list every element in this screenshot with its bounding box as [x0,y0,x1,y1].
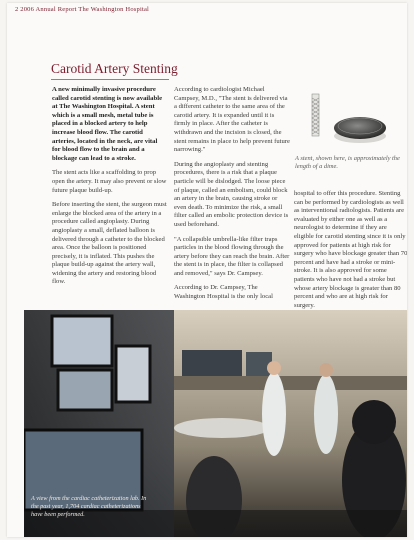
stent-mesh [312,94,319,136]
stent-caption: A stent, shown here, is approximately the length of a dime. [295,155,400,171]
body-paragraph: hospital to offer this procedure. Stenting can be performed by cardiologists as well as interventional radiologists. Patients are evaluated by either one as well as a neurologist to determine if they are eligible for carotid stenting since it is only approved for patients at high risk for surgery who have blockage greater than 70 percent and have had a stroke or mini-stroke. It is also approved for some patients who have not had a stroke but whose artery blockage is greater than 80 percent and who are at high risk for surgery. [294,190,407,309]
body-paragraph: During the angioplasty and stenting procedures, there is a risk that a plaque particle will be dislodged. The loose piece of plaque, called an embolism, could block an artery in the brain, causing stroke or even death. To minimize the risk, a small filter called an embolic protection device is used beforehand. [174,160,289,228]
column-1 [52,86,167,293]
monitor [58,370,112,410]
body-paragraph: According to cardiologist Michael Campsey, M.D., "The stent is delivered via a different catheter to the same area of the carotid artery. It is expanded until it is firmly in place. After the catheter is withdrawn and the incision is closed, the stent remains in place to help prevent future narrowing." [174,86,290,154]
photo-caption: A view from the cardiac catheterization lab. In the past year, 1,704 cardiac catheterizations have been performed. [31,495,147,518]
running-head: 2 2006 Annual Report The Washington Hospital [15,6,150,13]
body-paragraph: "A collapsible umbrella-like filter traps particles in the blood flowing through the artery before they can reach the brain. After the stent is in place, the filter is collapsed and removed," says Dr. Campsey. [174,235,290,277]
monitor [116,346,150,402]
dime-coin [334,117,386,139]
body-paragraph: The stent acts like a scaffolding to prop open the artery. It may also prevent or slow future plaque build-up. [52,169,167,194]
body-paragraph: Before inserting the stent, the surgeon must enlarge the blocked area of the artery in a procedure called angioplasty. During angioplasty a small, deflated balloon is delivered through a catheter to the blocked area. Once the balloon is positioned precisely, it is inflated. This pushes the plaque build-up against the artery wall, widening the artery and restoring blood flow. [52,201,167,286]
report-page [7,3,407,537]
column-2 [174,86,290,308]
body-paragraph: According to Dr. Campsey, The Washington Hospital is the only local [174,284,273,301]
stent-and-dime-photo [292,90,406,148]
article-title: Carotid Artery Stenting [51,61,178,76]
column-3 [294,190,407,316]
title-rule [51,79,169,80]
lead-paragraph: A new minimally invasive procedure called carotid stenting is now available at The Washington Hospital. A stent which is a small mesh, metal tube is placed in a blocked artery to help increase blood flow. The carotid arteries, located in the neck, are vital for blood flow to the brain and a blockage can lead to a stroke. [52,86,163,162]
monitor [52,316,112,366]
